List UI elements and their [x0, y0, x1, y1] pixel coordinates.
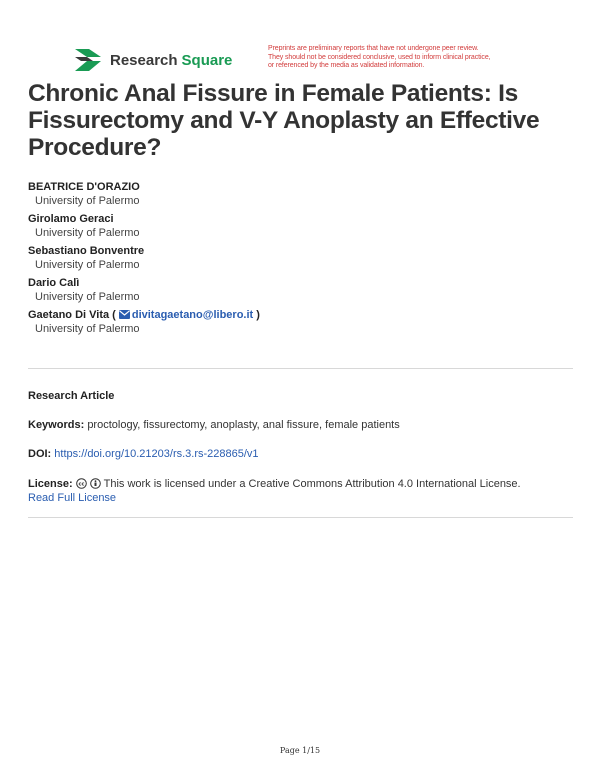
author-name: Gaetano Di Vita [28, 309, 110, 321]
doi-label: DOI: [28, 448, 52, 460]
license-text: This work is licensed under a Creative Commons Attribution 4.0 International License. [103, 478, 521, 490]
article-type [28, 389, 573, 403]
license-line [28, 477, 573, 505]
author-name: Girolamo Geraci [28, 213, 114, 225]
doi-link[interactable]: https://doi.org/10.21203/rs.3.rs-228865/v1 [54, 448, 259, 460]
disclaimer-line: They should not be considered conclusive, used to inform clinical practice, [268, 53, 491, 61]
creative-commons-icon [76, 478, 87, 489]
section-divider [28, 517, 573, 518]
license-label: License: [28, 478, 73, 490]
preprint-disclaimer [268, 45, 548, 71]
envelope-icon [119, 310, 130, 319]
disclaimer-line: or referenced by the media as validated information. [268, 62, 425, 69]
author-entry [28, 276, 568, 304]
corresponding-author: Gaetano Di Vita ( divitagaetano@libero.it ) [28, 309, 260, 321]
keywords-value: proctology, fissurectomy, anoplasty, anal fissure, female patients [87, 419, 400, 431]
author-affiliation: University of Palermo [35, 227, 140, 239]
author-name: BEATRICE D'ORAZIO [28, 181, 140, 193]
author-affiliation: University of Palermo [35, 323, 140, 335]
page-number: Page 1/15 [279, 746, 321, 755]
keywords-line [28, 418, 573, 432]
logo-text-research: Research [110, 51, 178, 69]
author-entry [28, 180, 568, 208]
author-entry [28, 212, 568, 240]
disclaimer-line: Preprints are preliminary reports that have not undergone peer review. [268, 45, 479, 52]
logo-text-square: Square [181, 51, 233, 69]
author-affiliation: University of Palermo [35, 291, 140, 303]
paper-title: Chronic Anal Fissure in Female Patients: Is Fissurectomy and V-Y Anoplasty an Effective Procedure? [28, 80, 540, 161]
author-name: Dario Calì [28, 277, 80, 289]
research-square-logo-icon [73, 47, 103, 73]
author-affiliation: University of Palermo [35, 259, 140, 271]
section-divider [28, 368, 573, 369]
author-entry [28, 308, 568, 336]
author-entry [28, 244, 568, 272]
author-email-link[interactable]: divitagaetano@libero.it [131, 309, 254, 321]
author-affiliation: University of Palermo [35, 195, 140, 207]
doi-line [28, 447, 573, 461]
svg-text:cc: cc [78, 481, 85, 488]
research-square-logo[interactable] [73, 47, 232, 73]
keywords-label: Keywords: [28, 419, 85, 431]
author-name: Sebastiano Bonventre [28, 245, 145, 257]
attribution-icon [90, 478, 101, 489]
author-list [28, 180, 568, 340]
read-full-license-link[interactable]: Read Full License [28, 492, 117, 504]
article-type-label: Research Article [28, 390, 115, 402]
